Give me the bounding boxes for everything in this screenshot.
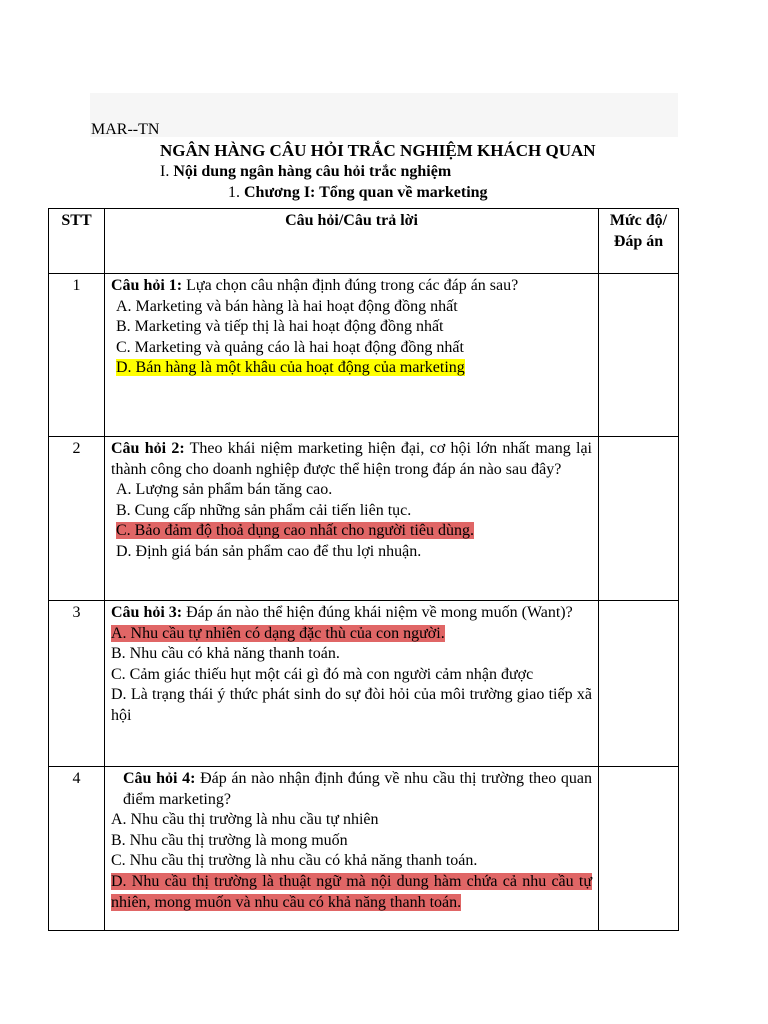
- question-table: [48, 208, 679, 931]
- section-1-number: I.: [160, 163, 170, 180]
- option-a: A. Marketing và bán hàng là hai hoạt động đồng nhất: [116, 297, 458, 315]
- section-2-number: 1.: [228, 184, 240, 201]
- option-d-highlighted: D. Bán hàng là một khâu của hoạt động của marketing: [116, 359, 465, 377]
- row-stt: 3: [49, 601, 105, 767]
- option-b: B. Marketing và tiếp thị là hai hoạt động đồng nhất: [116, 318, 444, 336]
- option-d: D. Định giá bán sản phẩm cao để thu lợi nhuận.: [116, 542, 422, 560]
- option-a: A. Nhu cầu thị trường là nhu cầu tự nhiên: [111, 811, 379, 829]
- row-stt: 1: [49, 274, 105, 437]
- header-level: Mức độ/Đáp án: [599, 209, 679, 274]
- question-cell: [105, 437, 599, 601]
- option-c: C. Nhu cầu thị trường là nhu cầu có khả năng thanh toán.: [111, 852, 478, 870]
- row-stt: 2: [49, 437, 105, 601]
- doc-title: NGÂN HÀNG CÂU HỎI TRẮC NGHIỆM KHÁCH QUAN: [160, 141, 596, 160]
- option-a-highlighted: A. Nhu cầu tự nhiên có dạng đặc thù của con người.: [111, 624, 445, 642]
- question-label: Câu hỏi 1:: [111, 277, 183, 294]
- level-cell: [599, 767, 679, 931]
- row-stt: 4: [49, 767, 105, 931]
- question-text: Đáp án nào thể hiện đúng khái niệm về mong muốn (Want)?: [182, 604, 573, 621]
- doc-code: MAR--TN: [91, 121, 160, 138]
- section-heading-2: [228, 184, 488, 202]
- table-header-row: [49, 209, 679, 274]
- question-label: Câu hỏi 2:: [111, 440, 185, 457]
- option-b: B. Nhu cầu có khả năng thanh toán.: [111, 645, 340, 663]
- question-cell: [105, 767, 599, 931]
- option-c: C. Marketing và quảng cáo là hai hoạt động đồng nhất: [116, 338, 464, 356]
- option-a: A. Lượng sản phẩm bán tăng cao.: [116, 481, 333, 499]
- table-row: [49, 767, 679, 931]
- header-question: Câu hỏi/Câu trả lời: [105, 209, 599, 274]
- option-b: B. Cung cấp những sản phẩm cải tiến liên tục.: [116, 501, 412, 519]
- header-stt: STT: [49, 209, 105, 274]
- level-cell: [599, 274, 679, 437]
- table-row: [49, 437, 679, 601]
- question-cell: [105, 274, 599, 437]
- table-row: [49, 601, 679, 767]
- option-c: C. Cảm giác thiếu hụt một cái gì đó mà con người cảm nhận được: [111, 665, 534, 683]
- question-label: Câu hỏi 3:: [111, 604, 183, 621]
- question-cell: [105, 601, 599, 767]
- header-band: [90, 93, 678, 137]
- section-1-label: Nội dung ngân hàng câu hỏi trắc nghiệm: [173, 163, 452, 180]
- option-d-highlighted: D. Nhu cầu thị trường là thuật ngữ mà nội dung hàm chứa cả nhu cầu tự nhiên, mong muốn và nhu cầu có khả năng thanh toán.: [111, 872, 592, 911]
- question-label: Câu hỏi 4:: [123, 770, 196, 787]
- level-cell: [599, 437, 679, 601]
- question-text: Theo khái niệm marketing hiện đại, cơ hội lớn nhất mang lại thành công cho doanh nghiệp được thể hiện trong đáp án nào sau đây?: [111, 440, 592, 478]
- section-2-label: Chương I: Tổng quan về marketing: [244, 184, 488, 201]
- question-text: Đáp án nào nhận định đúng về nhu cầu thị trường theo quan điểm marketing?: [123, 770, 593, 808]
- option-b: B. Nhu cầu thị trường là mong muốn: [111, 831, 348, 849]
- level-cell: [599, 601, 679, 767]
- section-heading-1: [160, 163, 451, 181]
- table-row: [49, 274, 679, 437]
- option-d: D. Là trạng thái ý thức phát sinh do sự đòi hỏi của môi trường giao tiếp xã hội: [111, 686, 592, 724]
- option-c-highlighted: C. Bảo đảm độ thoả dụng cao nhất cho người tiêu dùng.: [116, 522, 474, 540]
- question-text: Lựa chọn câu nhận định đúng trong các đáp án sau?: [182, 277, 519, 294]
